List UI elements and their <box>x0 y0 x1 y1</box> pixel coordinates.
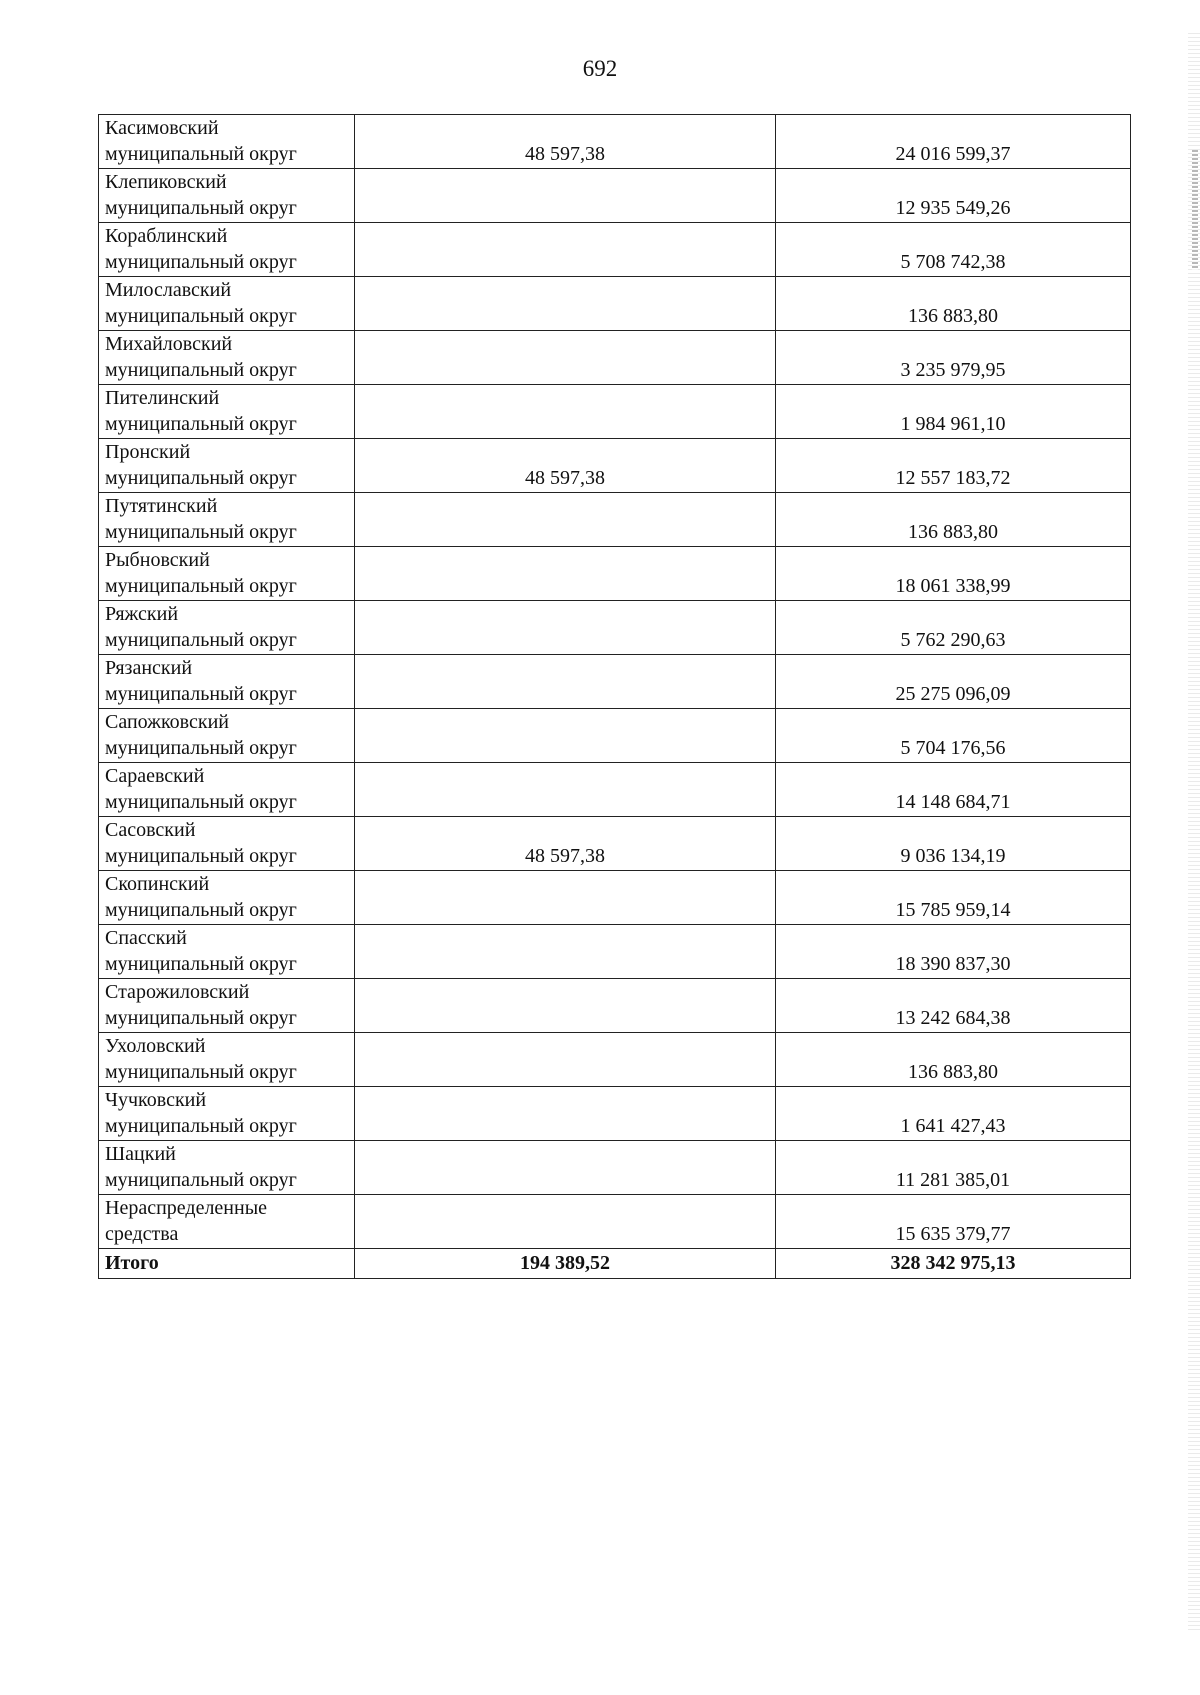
row-col2-cell <box>355 493 776 547</box>
row-col3-cell: 14 148 684,71 <box>776 763 1131 817</box>
table-total-row <box>99 1249 1131 1279</box>
row-name-cell <box>99 547 355 601</box>
row-col2-cell <box>355 547 776 601</box>
row-name-line2: муниципальный округ <box>105 413 297 435</box>
row-col2-cell: 48 597,38 <box>355 115 776 169</box>
row-name-line1: Касимовский <box>105 117 219 139</box>
row-col2-cell <box>355 223 776 277</box>
row-col3-cell: 1 641 427,43 <box>776 1087 1131 1141</box>
row-col3-cell: 25 275 096,09 <box>776 655 1131 709</box>
row-col3-cell: 3 235 979,95 <box>776 331 1131 385</box>
table-row <box>99 169 1131 223</box>
row-name-line2: муниципальный округ <box>105 791 297 813</box>
row-col3-cell: 12 935 549,26 <box>776 169 1131 223</box>
row-name-cell <box>99 601 355 655</box>
row-col3-cell: 5 704 176,56 <box>776 709 1131 763</box>
row-name-cell <box>99 709 355 763</box>
table-row <box>99 547 1131 601</box>
page-number: 692 <box>582 56 618 81</box>
row-name-line1: Сапожковский <box>105 711 230 733</box>
row-name-cell <box>99 1141 355 1195</box>
row-name-line2: муниципальный округ <box>105 305 297 327</box>
table-row <box>99 817 1131 871</box>
table-row <box>99 979 1131 1033</box>
row-col3-cell: 18 061 338,99 <box>776 547 1131 601</box>
row-name-line1: Сасовский <box>105 819 196 841</box>
table-row <box>99 871 1131 925</box>
row-name-line2: муниципальный округ <box>105 1007 297 1029</box>
row-name-cell <box>99 493 355 547</box>
row-name-line1: Милославский <box>105 279 232 301</box>
row-name-line1: Пителинский <box>105 387 220 409</box>
row-name-cell <box>99 871 355 925</box>
row-name-line1: Клепиковский <box>105 171 227 193</box>
row-col2-cell <box>355 1195 776 1249</box>
row-col2-cell <box>355 601 776 655</box>
row-name-cell <box>99 655 355 709</box>
row-col3-cell: 5 762 290,63 <box>776 601 1131 655</box>
row-col2-cell <box>355 763 776 817</box>
scan-mark-artifact <box>1192 150 1198 270</box>
table-row <box>99 709 1131 763</box>
row-name-line2: муниципальный округ <box>105 467 297 489</box>
row-name-line2: муниципальный округ <box>105 737 297 759</box>
table-row <box>99 1087 1131 1141</box>
row-name-line2: муниципальный округ <box>105 575 297 597</box>
row-name-cell <box>99 763 355 817</box>
row-name-line2: средства <box>105 1223 179 1245</box>
row-name-line2: муниципальный округ <box>105 1169 297 1191</box>
row-col3-cell: 9 036 134,19 <box>776 817 1131 871</box>
row-col2-cell <box>355 385 776 439</box>
row-col2-cell: 48 597,38 <box>355 439 776 493</box>
row-col3-cell: 136 883,80 <box>776 277 1131 331</box>
row-name-cell <box>99 925 355 979</box>
row-name-line1: Шацкий <box>105 1143 176 1165</box>
row-name-cell <box>99 223 355 277</box>
total-col3: 328 342 975,13 <box>776 1249 1131 1279</box>
row-name-line1: Ухоловский <box>105 1035 206 1057</box>
row-name-line1: Михайловский <box>105 333 233 355</box>
table-row <box>99 439 1131 493</box>
total-label: Итого <box>99 1249 355 1279</box>
row-name-line2: муниципальный округ <box>105 197 297 219</box>
row-col2-cell: 48 597,38 <box>355 817 776 871</box>
row-col3-cell: 18 390 837,30 <box>776 925 1131 979</box>
row-col2-cell <box>355 925 776 979</box>
row-name-line1: Ряжский <box>105 603 179 625</box>
row-col2-cell <box>355 709 776 763</box>
row-col3-cell: 12 557 183,72 <box>776 439 1131 493</box>
row-name-line2: муниципальный округ <box>105 1061 297 1083</box>
row-name-line2: муниципальный округ <box>105 251 297 273</box>
row-col3-cell: 136 883,80 <box>776 1033 1131 1087</box>
table-row <box>99 277 1131 331</box>
row-col3-cell: 11 281 385,01 <box>776 1141 1131 1195</box>
row-name-cell <box>99 817 355 871</box>
row-name-line2: муниципальный округ <box>105 521 297 543</box>
row-name-line1: Сараевский <box>105 765 205 787</box>
row-name-line1: Пронский <box>105 441 191 463</box>
table-row <box>99 1195 1131 1249</box>
row-col2-cell <box>355 169 776 223</box>
table-row <box>99 331 1131 385</box>
row-name-line1: Спасский <box>105 927 187 949</box>
row-name-line1: Путятинский <box>105 495 218 517</box>
row-col3-cell: 136 883,80 <box>776 493 1131 547</box>
row-name-line2: муниципальный округ <box>105 1115 297 1137</box>
table-row <box>99 493 1131 547</box>
row-name-line1: Кораблинский <box>105 225 228 247</box>
row-col2-cell <box>355 1087 776 1141</box>
row-name-cell <box>99 1195 355 1249</box>
row-name-line2: муниципальный округ <box>105 953 297 975</box>
row-name-cell <box>99 385 355 439</box>
table-row <box>99 385 1131 439</box>
row-name-cell <box>99 1033 355 1087</box>
row-name-line2: муниципальный округ <box>105 899 297 921</box>
row-col2-cell <box>355 979 776 1033</box>
table-row <box>99 1141 1131 1195</box>
row-name-line2: муниципальный округ <box>105 845 297 867</box>
row-col2-cell <box>355 331 776 385</box>
row-col2-cell <box>355 1141 776 1195</box>
row-name-line2: муниципальный округ <box>105 683 297 705</box>
row-name-line1: Старожиловский <box>105 981 250 1003</box>
scan-edge-artifact <box>1188 30 1200 1630</box>
total-col2: 194 389,52 <box>355 1249 776 1279</box>
table-row <box>99 601 1131 655</box>
row-name-cell <box>99 1087 355 1141</box>
row-name-line1: Чучковский <box>105 1089 207 1111</box>
table-body <box>99 115 1131 1279</box>
row-name-line1: Скопинский <box>105 873 210 895</box>
row-col2-cell <box>355 655 776 709</box>
row-name-line2: муниципальный округ <box>105 629 297 651</box>
table-row <box>99 925 1131 979</box>
row-name-line2: муниципальный округ <box>105 143 297 165</box>
table-row <box>99 115 1131 169</box>
row-name-line1: Нераспределенные <box>105 1197 268 1219</box>
row-name-cell <box>99 439 355 493</box>
table-row <box>99 223 1131 277</box>
row-name-line2: муниципальный округ <box>105 359 297 381</box>
table-row <box>99 655 1131 709</box>
budget-table <box>98 114 1131 1279</box>
row-col2-cell <box>355 1033 776 1087</box>
row-name-cell <box>99 277 355 331</box>
row-col2-cell <box>355 277 776 331</box>
row-col3-cell: 13 242 684,38 <box>776 979 1131 1033</box>
row-col3-cell: 1 984 961,10 <box>776 385 1131 439</box>
row-name-line1: Рыбновский <box>105 549 210 571</box>
row-col3-cell: 15 635 379,77 <box>776 1195 1131 1249</box>
table-row <box>99 763 1131 817</box>
row-name-line1: Рязанский <box>105 657 193 679</box>
row-name-cell <box>99 331 355 385</box>
row-name-cell <box>99 979 355 1033</box>
row-col3-cell: 24 016 599,37 <box>776 115 1131 169</box>
table-row <box>99 1033 1131 1087</box>
row-name-cell <box>99 169 355 223</box>
row-col3-cell: 5 708 742,38 <box>776 223 1131 277</box>
row-name-cell <box>99 115 355 169</box>
row-col3-cell: 15 785 959,14 <box>776 871 1131 925</box>
row-col2-cell <box>355 871 776 925</box>
